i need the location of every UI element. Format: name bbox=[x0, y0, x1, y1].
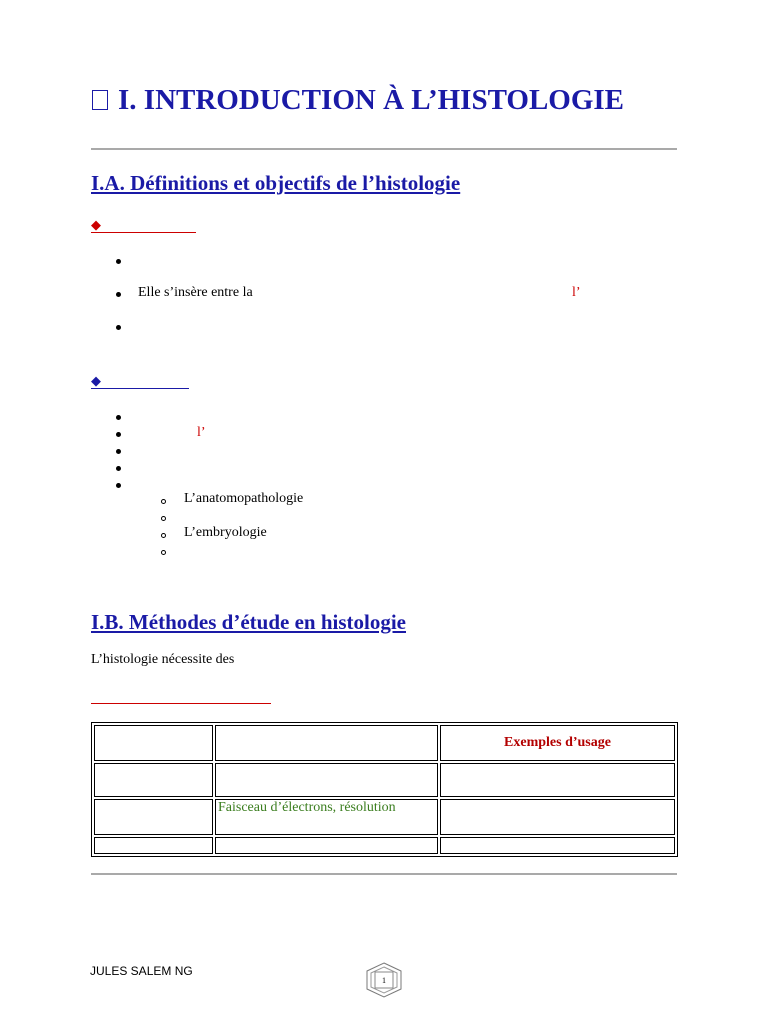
sub-bullet bbox=[161, 499, 166, 504]
bullet bbox=[116, 466, 121, 471]
table-cell bbox=[215, 725, 438, 761]
section-b-intro: L’histologie nécessite des bbox=[91, 652, 235, 667]
bullet bbox=[116, 292, 121, 297]
sub-list-item: L’anatomopathologie bbox=[184, 491, 304, 506]
bullet bbox=[116, 259, 121, 264]
bullet bbox=[116, 483, 121, 488]
divider bbox=[91, 873, 677, 875]
bullet bbox=[116, 432, 121, 437]
table-row bbox=[94, 837, 675, 854]
box-icon bbox=[92, 90, 108, 110]
table-cell bbox=[215, 837, 438, 854]
red-fragment: l’ bbox=[197, 425, 206, 440]
table-row bbox=[94, 799, 675, 835]
subheading-underline bbox=[91, 388, 189, 389]
bullet bbox=[116, 415, 121, 420]
table-cell bbox=[215, 763, 438, 797]
methods-table bbox=[91, 722, 678, 857]
page-number: 1 bbox=[382, 976, 386, 985]
sub-list-item: L’embryologie bbox=[184, 525, 267, 540]
section-b-title: I.B. Méthodes d’étude en histologie bbox=[91, 610, 406, 634]
table-cell bbox=[94, 837, 213, 854]
table-cell bbox=[94, 763, 213, 797]
sub-bullet bbox=[161, 550, 166, 555]
bullet bbox=[116, 325, 121, 330]
sub-bullet bbox=[161, 533, 166, 538]
table-cell bbox=[94, 799, 213, 835]
page-title bbox=[92, 84, 624, 117]
red-fragment: l’ bbox=[572, 285, 581, 300]
page-number-badge bbox=[364, 962, 404, 998]
table-row bbox=[94, 725, 675, 761]
bullet bbox=[116, 449, 121, 454]
page-title-text: I. INTRODUCTION À L’HISTOLOGIE bbox=[118, 84, 625, 116]
divider bbox=[91, 148, 677, 150]
table-cell bbox=[440, 799, 675, 835]
table-row bbox=[94, 763, 675, 797]
table-header-cell: Exemples d’usage bbox=[440, 725, 675, 761]
table-cell: Faisceau d’électrons, résolution bbox=[215, 799, 438, 835]
diamond-icon: ◆ bbox=[91, 217, 101, 232]
table-cell bbox=[94, 725, 213, 761]
section-a-title: I.A. Définitions et objectifs de l’histologie bbox=[91, 171, 461, 195]
sub-bullet bbox=[161, 516, 166, 521]
list-item: Elle s’insère entre la bbox=[138, 285, 253, 300]
table-cell bbox=[440, 763, 675, 797]
subheading-underline bbox=[91, 703, 271, 704]
subheading-underline bbox=[91, 232, 196, 233]
diamond-icon: ◆ bbox=[91, 373, 101, 388]
footer-author: JULES SALEM NG bbox=[90, 964, 193, 978]
table-cell bbox=[440, 837, 675, 854]
